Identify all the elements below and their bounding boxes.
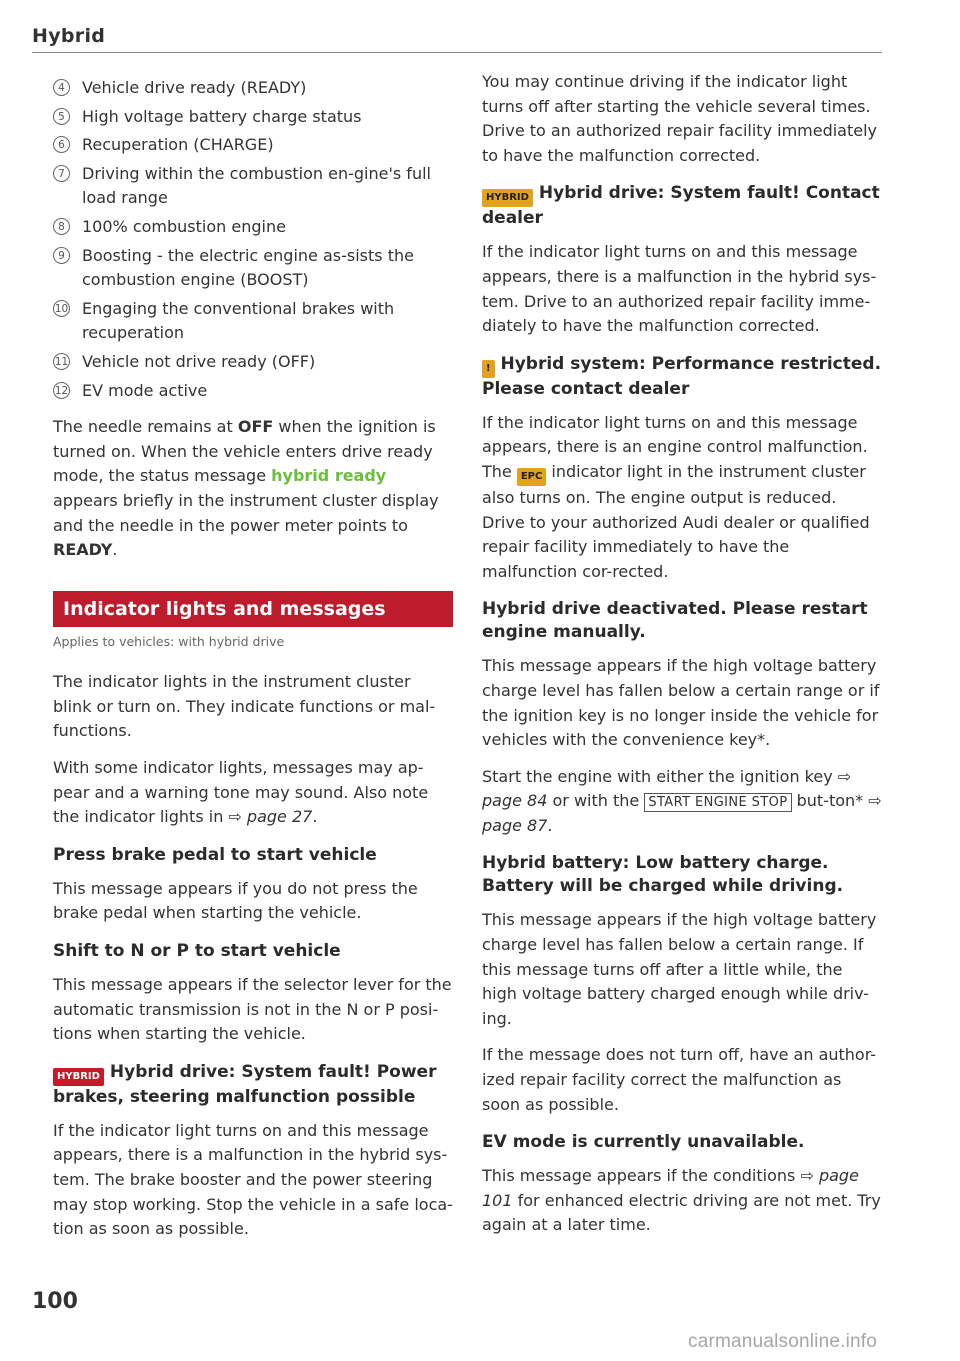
hybrid-caution-icon: HYBRID xyxy=(482,189,533,207)
right-column xyxy=(482,70,882,1250)
heading-contact-dealer: HYBRID Hybrid drive: System fault! Contact dealer xyxy=(482,183,880,229)
page-reference-link[interactable]: ⇨ page 84 xyxy=(482,766,852,811)
section-title-bar: Indicator lights and messages xyxy=(53,591,453,627)
applies-to-note: Applies to vehicles: with hybrid drive xyxy=(53,633,285,649)
list-item: 10 Engaging the conventional brakes with recuperation xyxy=(54,298,395,343)
list-item: 12 EV mode active xyxy=(54,380,208,400)
callout-number: 12 xyxy=(53,382,70,399)
page-header-title: Hybrid xyxy=(32,25,106,47)
left-column xyxy=(53,70,453,1254)
paragraph-contact-dealer: If the indicator light turns on and this message appears, there is a malfunction in the hybrid sys-tem. Drive to an authorized repair facility imme-diately to have the malfunction corrected. xyxy=(482,242,877,336)
page-reference-link[interactable]: ⇨ page 101 xyxy=(482,1166,859,1210)
page-reference-link[interactable]: ⇨ page 27 xyxy=(228,807,313,827)
intro-paragraph-2: With some indicator lights, messages may ap-pear and a warning tone may sound. Also note the indicator lights in ⇨ page 27. xyxy=(53,758,429,827)
heading-performance: ! Hybrid system: Performance restricted. Please contact dealer xyxy=(482,353,882,399)
paragraph-ev-mode: This message appears if the conditions ⇨ page 101 for enhanced electric driving are not met. Try again at a later time. xyxy=(482,1166,881,1235)
paragraph-battery-2: If the message does not turn off, have an author-ized repair facility correct the malfunction as soon as possible. xyxy=(482,1045,877,1114)
paragraph-start-engine: Start the engine with either the ignition key ⇨ page 84 or with the START ENGINE STOP but-ton* ⇨ page 87. xyxy=(482,766,882,835)
heading-press-brake: Press brake pedal to start vehicle xyxy=(53,844,377,865)
start-engine-stop-key: START ENGINE STOP xyxy=(644,793,791,812)
callout-number: 7 xyxy=(53,165,70,182)
paragraph-press-brake: This message appears if you do not press the brake pedal when starting the vehicle. xyxy=(53,878,418,923)
heading-power-brakes: HYBRID Hybrid drive: System fault! Power brakes, steering malfunction possible xyxy=(53,1061,437,1107)
list-item: 6 Recuperation (CHARGE) xyxy=(53,133,453,158)
hybrid-warning-icon: HYBRID xyxy=(53,1068,104,1086)
watermark: carmanualsonline.info xyxy=(688,1331,878,1352)
callout-number: 10 xyxy=(53,300,70,317)
page-reference-link[interactable]: ⇨ page 87 xyxy=(482,791,882,835)
warning-icon: ! xyxy=(482,360,495,378)
heading-deactivated: Hybrid drive deactivated. Please restart engine manually. xyxy=(482,599,868,643)
list-item: 5 High voltage battery charge status xyxy=(53,105,453,130)
paragraph-continue: You may continue driving if the indicator light turns off after starting the vehicle several times. Drive to an authorized repair facility immediately to have the malfunction corrected. xyxy=(482,72,878,165)
list-item: 9 Boosting - the electric engine as-sists the combustion engine (BOOST) xyxy=(53,244,453,293)
paragraph-shift: This message appears if the selector lever for the automatic transmission is not in the N or P posi-tions when starting the vehicle. xyxy=(53,975,452,1044)
needle-paragraph: The needle remains at OFF when the ignition is turned on. When the vehicle enters drive ready mode, the status message hybrid ready appears briefly in the instrument cluster display and the needle in the power meter points to READY. xyxy=(53,417,439,560)
callout-number: 9 xyxy=(53,247,70,264)
paragraph-deactivated: This message appears if the high voltage battery charge level has fallen below a certain range or if the ignition key is no longer inside the vehicle for vehicles with the convenience key*. xyxy=(482,656,880,750)
callout-number: 8 xyxy=(53,218,70,235)
list-item: 7 Driving within the combustion en-gine's full load range xyxy=(53,162,453,211)
callout-number: 6 xyxy=(53,136,70,153)
heading-ev-mode: EV mode is currently unavailable. xyxy=(482,1132,805,1153)
list-item: 4 Vehicle drive ready (READY) xyxy=(53,76,453,101)
paragraph-performance: If the indicator light turns on and this message appears, there is an engine control malfunction. The EPC indicator light in the instrument cluster also turns on. The engine output is reduced. Drive to your authorized Audi dealer or qualified repair facility immediately to have the malfunction cor-rected. xyxy=(482,412,870,581)
heading-battery: Hybrid battery: Low battery charge. Battery will be charged while driving. xyxy=(482,853,844,897)
header-divider xyxy=(32,52,882,53)
heading-shift: Shift to N or P to start vehicle xyxy=(53,941,341,962)
epc-icon: EPC xyxy=(517,468,547,486)
callout-number: 11 xyxy=(53,353,70,370)
intro-paragraph: The indicator lights in the instrument cluster blink or turn on. They indicate functions or mal-functions. xyxy=(53,672,436,741)
list-item: 8 100% combustion engine xyxy=(53,215,453,240)
page-number: 100 xyxy=(32,1289,78,1314)
callout-number: 4 xyxy=(53,79,70,96)
list-item: 11 Vehicle not drive ready (OFF) xyxy=(54,351,316,371)
paragraph-power-brakes: If the indicator light turns on and this message appears, there is a malfunction in the hybrid sys-tem. The brake booster and the power steering may stop working. Stop the vehicle in a safe loca-tion as soon as possible. xyxy=(53,1120,453,1239)
hybrid-ready-status: hybrid ready xyxy=(271,466,387,486)
paragraph-battery: This message appears if the high voltage battery charge level has fallen below a certain range. If this message turns off after a little while, the high voltage battery charged enough while driv-ing. xyxy=(482,910,877,1028)
legend-list xyxy=(53,76,453,403)
callout-number: 5 xyxy=(53,108,70,125)
